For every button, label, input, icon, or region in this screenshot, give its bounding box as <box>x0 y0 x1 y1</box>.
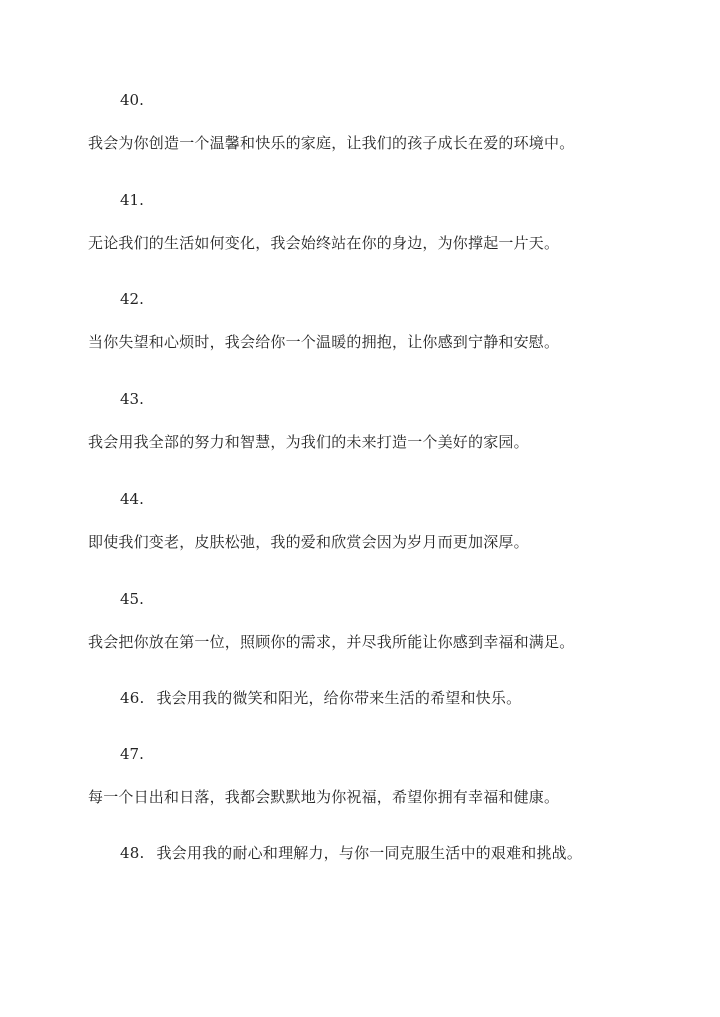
item-text-42: 当你失望和心烦时，我会给你一个温暖的拥抱，让你感到宁静和安慰。 <box>88 333 560 351</box>
item-text-41: 无论我们的生活如何变化，我会始终站在你的身边，为你撑起一片天。 <box>88 234 560 252</box>
item-text-46: 我会用我的微笑和阳光，给你带来生活的希望和快乐。 <box>156 689 522 707</box>
item-number-42: 42. <box>120 290 144 308</box>
item-number-45: 45. <box>120 590 144 608</box>
item-text-44: 即使我们变老，皮肤松弛，我的爱和欣赏会因为岁月而更加深厚。 <box>88 533 529 551</box>
item-number-47: 47. <box>120 745 144 763</box>
item-48 <box>120 843 582 863</box>
item-text-45: 我会把你放在第一位，照顾你的需求，并尽我所能让你感到幸福和满足。 <box>88 633 575 651</box>
item-number-40: 40. <box>120 91 144 109</box>
item-text-47: 每一个日出和日落，我都会默默地为你祝福，希望你拥有幸福和健康。 <box>88 788 560 806</box>
item-number-43: 43. <box>120 390 144 408</box>
item-number-44: 44. <box>120 490 144 508</box>
item-text-48: 我会用我的耐心和理解力，与你一同克服生活中的艰难和挑战。 <box>156 844 583 862</box>
item-text-43: 我会用我全部的努力和智慧，为我们的未来打造一个美好的家园。 <box>88 433 529 451</box>
item-number-46: 46. <box>120 689 145 707</box>
item-46 <box>120 688 521 708</box>
item-text-40: 我会为你创造一个温馨和快乐的家庭，让我们的孩子成长在爱的环境中。 <box>88 134 575 152</box>
item-number-48: 48. <box>120 844 145 862</box>
item-number-41: 41. <box>120 191 144 209</box>
